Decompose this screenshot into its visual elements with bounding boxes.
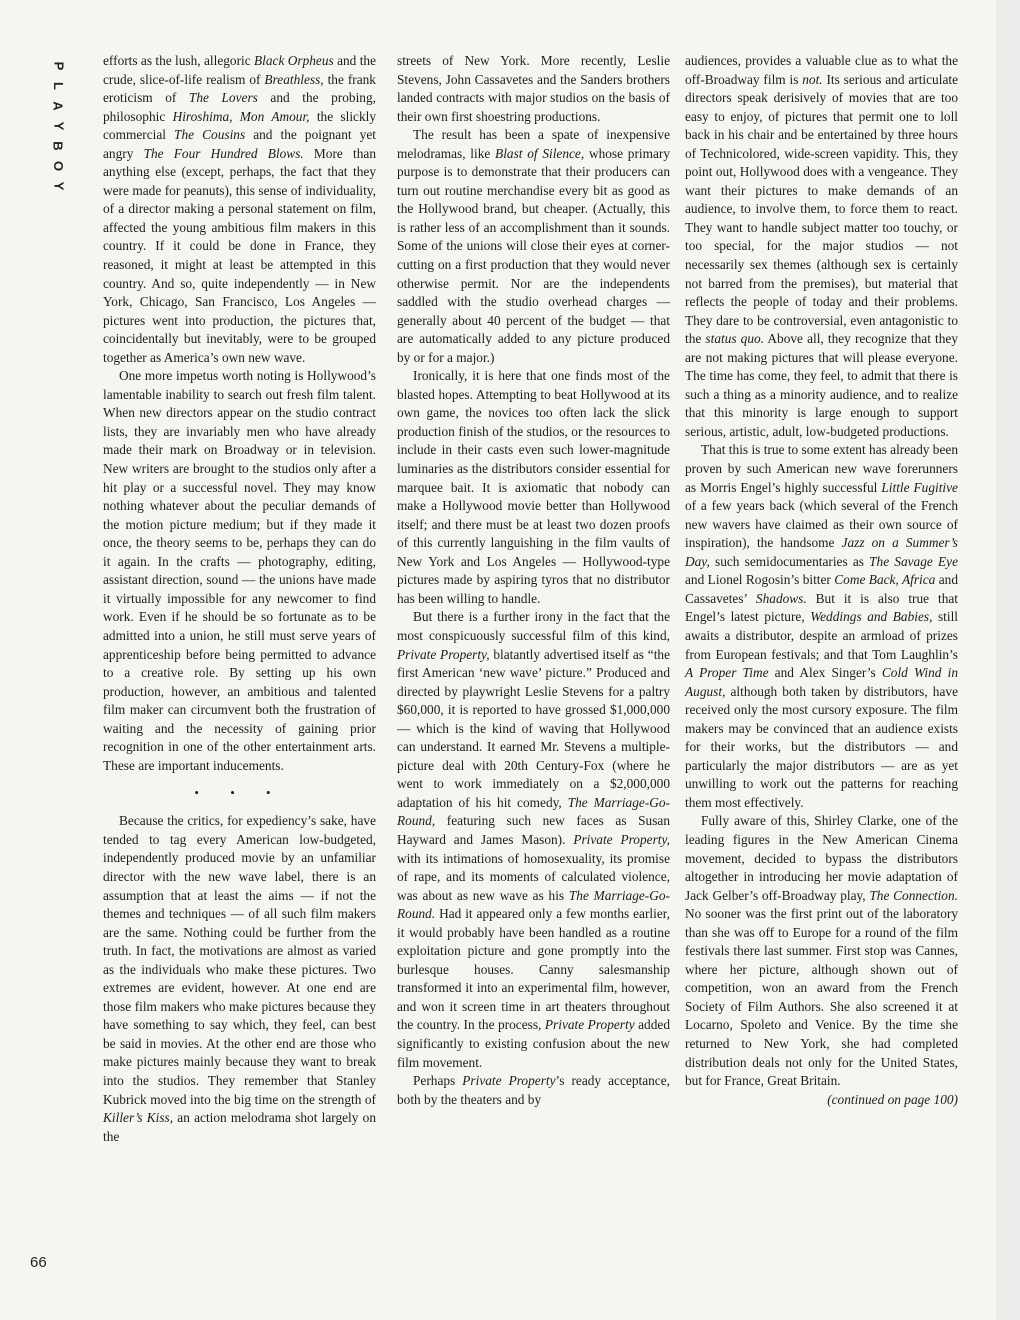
masthead-letter: P	[50, 61, 66, 71]
title-italic: Breathless,	[264, 71, 324, 87]
masthead-letter: O	[51, 160, 66, 172]
paragraph: That this is true to some extent has already been proven by such American new wave forerunners as Morris Engel’s highly successful Little Fugitive of a few years back (which several of the French new wavers have claimed as their own source of inspiration), the handsome Jazz on a Summer’s Day, such semidocumentaries as The Savage Eye and Lionel Rogosin’s bitter Come Back, Africa and Cassavetes’ Shadows. But it is also true that Engel’s latest picture, Weddings and Babies, still awaits a distributor, despite an armload of prizes from European festivals; and that Tom Laughlin’s A Proper Time and Alex Singer’s Cold Wind in August, although both taken by distributors, have received only the most cursory exposure. The film makers may be convinced that an audience exists for their works, but the distributors — and particularly the major distributors — are as yet unwilling to work out the patterns for reaching them most effectively.	[685, 442, 959, 810]
title-italic: Black Orpheus	[254, 53, 334, 68]
title-italic: The Four Hundred Blows.	[143, 145, 304, 161]
page-number: 66	[30, 1254, 47, 1271]
title-italic: not.	[802, 71, 823, 87]
title-italic: Come Back, Africa	[834, 572, 936, 588]
continued-note: (continued on page 100)	[827, 1091, 958, 1107]
title-italic: Hiroshima, Mon Amour,	[172, 108, 310, 124]
title-italic: The Savage Eye	[869, 553, 958, 569]
paragraph: The result has been a spate of inexpensive melodramas, like Blast of Silence, whose primary purpose is to demonstrate that their producers can turn out routine merchandise every bit as good as the Hollywood brand, but cheaper. (Actually, this is rather less of an accomplishment than it sounds. Some of the unions will close their eyes at corner-cutting on a first production that they would never otherwise permit. Nor are the independents saddled with the studio overhead charges — generally about 40 percent of the budget — that are automatically added to any picture produced by or for a major.)	[397, 127, 671, 365]
title-italic: Killer’s Kiss,	[103, 1110, 174, 1126]
paragraph: But there is a further irony in the fact that the most conspicuously successful film of this kind, Private Property, blatantly advertised itself as “the first American ‘new wave’ picture.” Produced and directed by playwright Leslie Stevens for a paltry $60,000, it is reported to have grossed $1,000,000 — which is the kind of waving that Hollywood can understand. It earned Mr. Stevens a multiple-picture deal with 20th Century-Fox (where he went to work immediately on a $2,000,000 adaptation of his hit comedy, The Marriage-Go-Round, featuring such new faces as Susan Hayward and James Mason). Private Property, with its intimations of homosexuality, its promise of rape, and its moments of calculated violence, was about as new wave as his The Marriage-Go-Round. Had it appeared only a few months earlier, it would probably have been handled as a routine exploitation picture and gone promptly into the burlesque houses. Canny salesmanship transformed it into an experimental film, however, and won it screen time in art theaters throughout the country. In the process, Private Property added significantly to existing confusion about the new film movement.	[397, 609, 671, 1070]
title-italic: Cold Wind in August,	[685, 665, 959, 699]
title-italic: Weddings and Babies,	[810, 609, 933, 625]
title-italic: The Marriage-Go-Round,	[397, 794, 670, 829]
page-edge	[996, 0, 1020, 1320]
title-italic: Jazz on a Summer’s Day,	[685, 535, 958, 569]
text-column-2	[397, 52, 670, 1109]
title-italic: Blast of Silence,	[495, 145, 585, 161]
masthead-letter: L	[50, 82, 66, 90]
title-italic: The Marriage-Go-Round.	[397, 887, 671, 922]
masthead-letter: A	[50, 101, 66, 111]
title-italic: Private Property,	[397, 646, 490, 662]
title-italic: The Cousins	[174, 127, 246, 143]
masthead-letter: Y	[50, 181, 66, 191]
title-italic: The Connection.	[869, 887, 958, 903]
paragraph: Because the critics, for expediency’s sake, have tended to tag every American low-budgeted, independently produced movie by an unfamiliar director with the new wave label, there is an assumption that at least the aims — if not the themes and techniques — of all such film makers are the same. Nothing could be further from the truth. In fact, the motivations are almost as varied as the individuals who make these pictures. Two extremes are evident, however. At one end are those film makers who make pictures because they have something to say which, they feel, can best be said in movies. At the other end are those who make pictures mainly because they want to break into the studios. They remember that Stanley Kubrick moved into the big time on the strength of Killer’s Kiss, an action melodrama shot largely on the	[103, 813, 376, 1144]
text-column-1	[103, 52, 376, 1146]
text-column-3	[685, 52, 958, 1109]
paragraph: Ironically, it is here that one finds most of the blasted hopes. Attempting to beat Hollywood at its own game, the novices too often lack the slick production finish of the studios, or the resources to include in their casts even such lower-magnitude luminaries as the distributors consider essential for marquee bait. It is axiomatic that nobody can make a Hollywood movie better than Hollywood itself; and there must be at least two dozen proofs of this currently languishing in the film vaults of New York and Los Angeles — Hollywood-type pictures made by aspiring tyros that no distributor has been willing to handle.	[397, 368, 670, 606]
title-italic: status quo.	[705, 331, 765, 347]
title-italic: The Lovers	[188, 90, 258, 106]
paragraph: audiences, provides a valuable clue as to what the off-Broadway film is not. Its serious and articulate directors speak derisively of movies that are too easy to enjoy, of pictures that permit one to loll back in his chair and be entertained by three hours of Technicolored, wide-screen vapidity. This, they point out, Hollywood does with a vengeance. They want their pictures to make demands of an audience, to involve them, to force them to react. They want to handle subject matter too touchy, or too special, for the major studios — not necessarily sex themes (although sex is certainly not barred from the premises), but material that reflects the people of today and their problems. They dare to be controversial, even antagonistic to the status quo. Above all, they recognize that they are not making pictures that will please everyone. The time has come, they feel, to admit that there is such a thing as a minority audience, and to realize that this minority is large enough to support serious, artistic, adult, low-budgeted productions.	[685, 53, 959, 439]
title-italic: Private Property	[544, 1017, 635, 1033]
paragraph: Fully aware of this, Shirley Clarke, one of the leading figures in the New American Cinema movement, decided to bypass the distributors altogether in introducing her movie adaptation of Jack Gelber’s off-Broadway play, The Connection. No sooner was the first print out of the laboratory than she was off to Europe for a round of the film festivals there last summer. First stop was Cannes, where her picture, although shown out of competition, won an award from the French Society of Film Authors. She also screened it at Locarno, Spoleto and Venice. By the time she returned to New York, she had completed distribution deals not only for the United States, but for France, Great Britain.	[685, 813, 958, 1089]
masthead-vertical	[36, 56, 80, 196]
paragraph: efforts as the lush, allegoric Black Orpheus and the crude, slice-of-life realism of Breathless, the frank eroticism of The Lovers and the probing, philosophic Hiroshima, Mon Amour, the slickly commercial The Cousins and the poignant yet angry The Four Hundred Blows. More than anything else (except, perhaps, the fact that they were made for peanuts), this sense of individuality, of a director making a personal statement on film, affected the young ambitious film makers in this country. If it could be done in France, they reasoned, it might at least be attempted in this country. And so, quite independently — in New York, Chicago, San Francisco, Los Angeles — pictures went into production, the pictures that, coincidentally but inevitably, were to be grouped together as America’s own new wave.	[103, 53, 377, 365]
paragraph: streets of New York. More recently, Leslie Stevens, John Cassavetes and the Sanders brothers landed contracts with major studios on the basis of their own first shoestring productions.	[397, 53, 670, 124]
title-italic: A Proper Time	[685, 665, 769, 681]
title-italic: Private Property,	[573, 831, 670, 847]
masthead-letter: B	[50, 141, 66, 151]
paragraph: One more impetus worth noting is Hollywood’s lamentable inability to search out fresh film talent. When new directors appear on the studio contract lists, they are invariably men who have already made their mark on Broadway or in television. New writers are brought to the studios only after a hit play or a successful novel. They may know nothing whatever about the peculiar demands of the motion picture medium; but if they made it once, the theory seems to be, perhaps they can do it again. In the crafts — photography, editing, assistant direction, sound — the unions have made it virtually impossible for any newcomer to find work. Even if he should be so fortunate as to be admitted into a union, he still must serve years of apprenticeship before being permitted to advance to a creative role. By setting up his own production, however, an ambitious and talented film maker can circumvent both the frustration of waiting and the necessity of gaining prior recognition in one of the other entertainment arts. These are important inducements.	[103, 368, 376, 773]
title-italic: Shadows.	[755, 590, 807, 606]
title-italic: Private Property	[462, 1073, 556, 1089]
title-italic: Little Fugitive	[881, 479, 958, 495]
paragraph: Perhaps Private Property’s ready acceptance, both by the theaters and by	[397, 1073, 670, 1107]
masthead-letter: Y	[50, 121, 66, 131]
section-separator: • • •	[194, 785, 285, 801]
